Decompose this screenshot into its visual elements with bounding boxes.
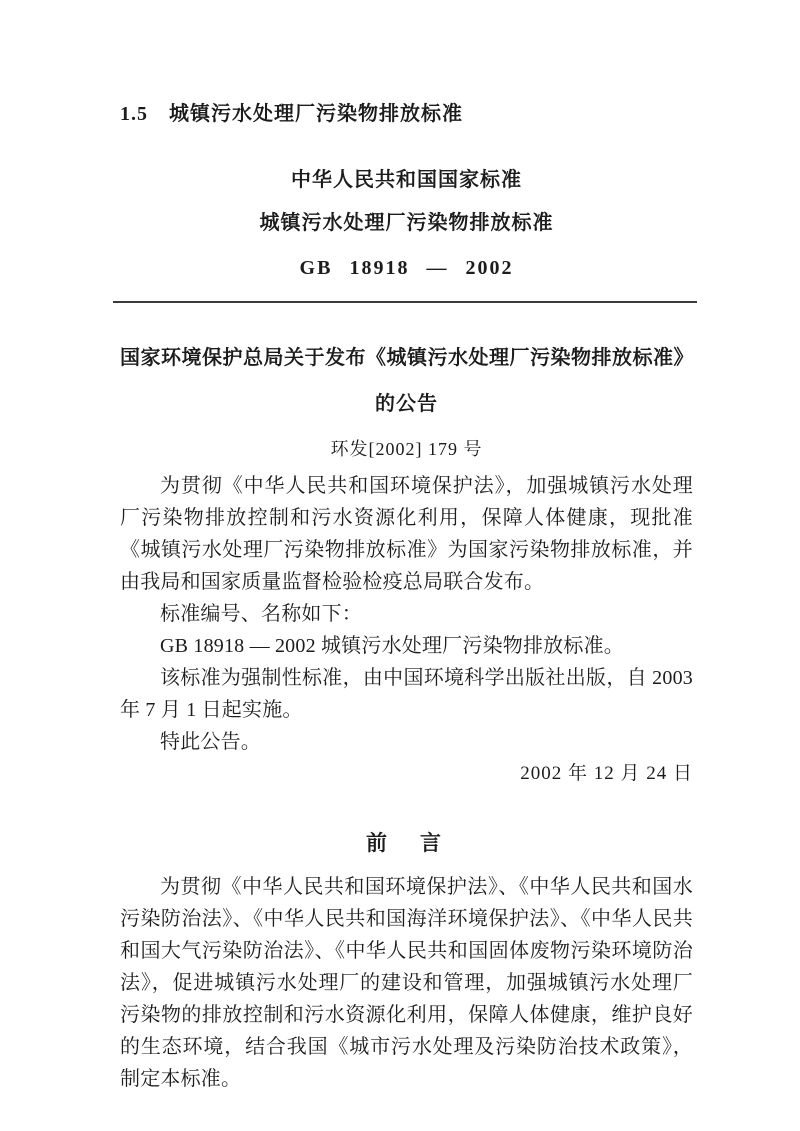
section-heading: 1.5 城镇污水处理厂污染物排放标准 [120, 103, 463, 125]
announcement-paragraph: 标准编号、名称如下： [160, 603, 362, 625]
standard-code: GB 18918 — 2002 [299, 257, 514, 279]
announcement-paragraph: GB 18918 — 2002 城镇污水处理厂污染物排放标准。 [160, 635, 624, 657]
foreword-heading: 前 言 [366, 831, 447, 855]
national-standard-label: 中华人民共和国国家标准 [291, 169, 522, 191]
announcement-paragraph: 为贯彻《中华人民共和国环境保护法》，加强城镇污水处理厂污染物排放控制和污水资源化利用，保障人体健康，现批准《城镇污水处理厂污染物排放标准》为国家污染物排放标准，并由我局和国家质量监督检验检疫总局联合发布。 [120, 475, 693, 593]
announcement-doc-number: 环发[2002] 179 号 [330, 439, 483, 459]
title-divider [113, 301, 697, 303]
foreword-paragraph: 为贯彻《中华人民共和国环境保护法》、《中华人民共和国水污染防治法》、《中华人民共和国海洋环境保护法》、《中华人民共和国大气污染防治法》、《中华人民共和国固体废物污染环境防治法》，促进城镇污水处理厂的建设和管理，加强城镇污水处理厂污染物的排放控制和污水资源化利用，保障人体健康，维护良好的生态环境，结合我国《城市污水处理及污染防治技术政策》，制定本标准。 [120, 876, 693, 1090]
announcement-paragraph: 该标准为强制性标准，由中国环境科学出版社出版，自 2003 年 7 月 1 日起实施。 [120, 667, 693, 721]
announcement-title-line2: 的公告 [375, 393, 438, 415]
announcement-paragraph: 特此公告。 [160, 731, 261, 753]
announcement-date: 2002 年 12 月 24 日 [520, 763, 693, 784]
standard-title: 城镇污水处理厂污染物排放标准 [259, 212, 554, 234]
announcement-title-line1: 国家环境保护总局关于发布《城镇污水处理厂污染物排放标准》 [120, 347, 694, 369]
